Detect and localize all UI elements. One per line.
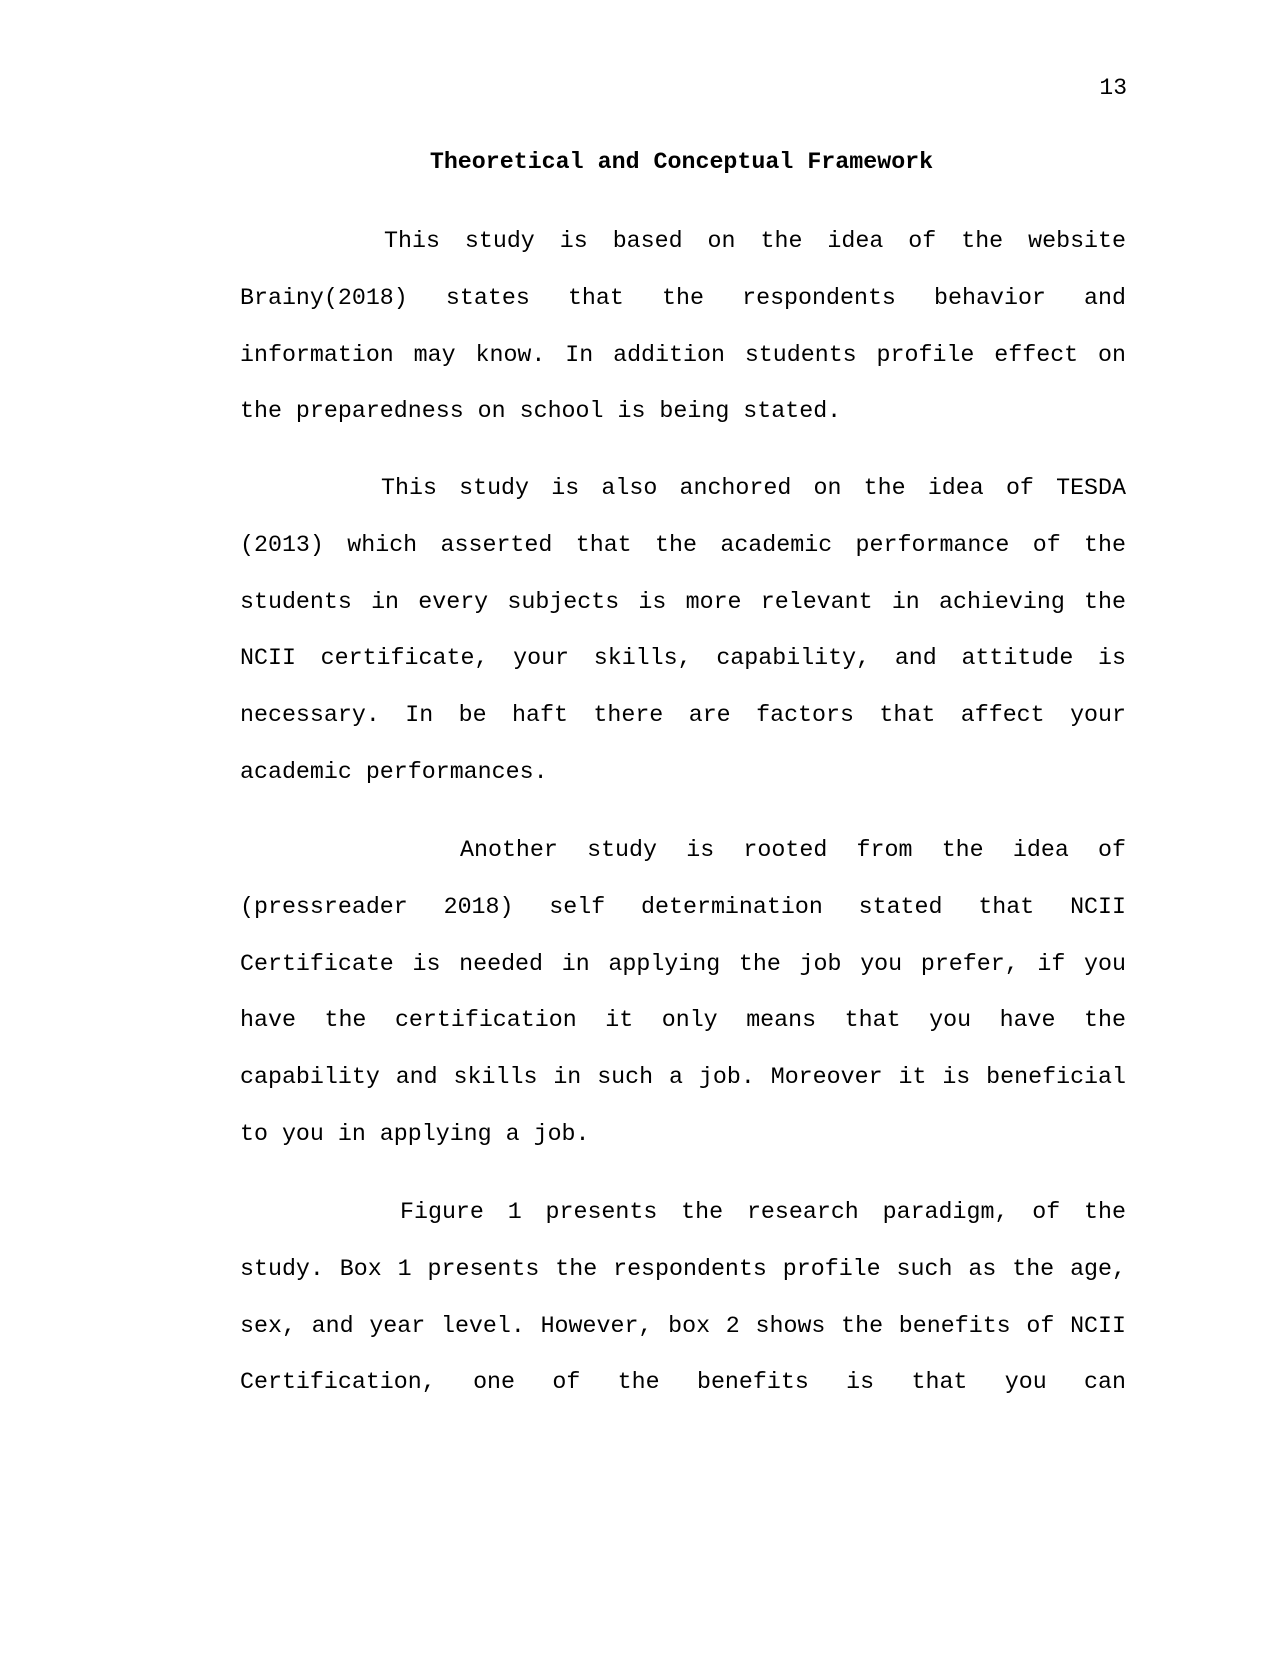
- paragraph-2: This study is also anchored on the idea of TESDA (2013) which asserted that the academic performance of the students in every subjects is more relevant in achieving the NCII certificate, your skills, capability, and attitude is necessary. In be haft there are factors that affect your academic performances.: [240, 475, 1126, 785]
- paragraph-4: Figure 1 presents the research paradigm, of the study. Box 1 presents the respondents profile such as the age, sex, and year level. However, box 2 shows the benefits of NCII Certification, one of the benefits is that you can: [240, 1199, 1126, 1396]
- section-heading: Theoretical and Conceptual Framework: [429, 149, 934, 175]
- paragraph-1: This study is based on the idea of the website Brainy(2018) states that the respondents behavior and information may know. In addition students profile effect on the preparedness on school is being stated.: [240, 228, 1126, 425]
- paragraph-3: Another study is rooted from the idea of (pressreader 2018) self determination stated that NCII Certificate is needed in applying the job you prefer, if you have the certification it only means that you have the capability and skills in such a job. Moreover it is beneficial to you in applying a job.: [240, 837, 1126, 1147]
- page-number: 13: [1099, 75, 1127, 101]
